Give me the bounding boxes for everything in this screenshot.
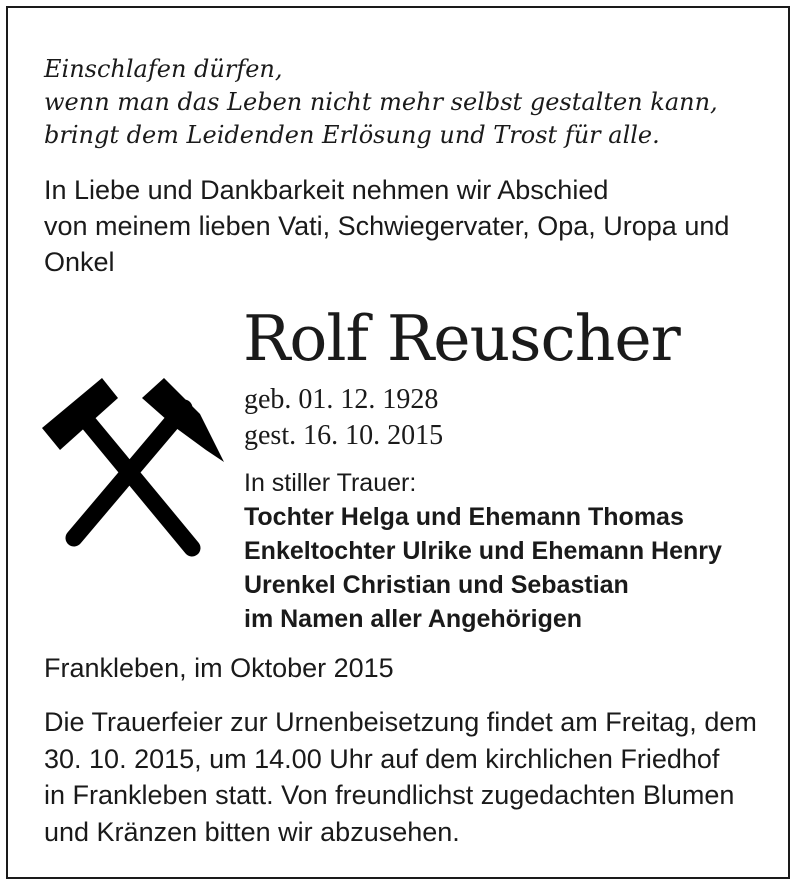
death-date: gest. 16. 10. 2015: [244, 420, 444, 451]
intro-line: In Liebe und Dankbarkeit nehmen wir Abschied: [44, 175, 609, 205]
poem-line: wenn man das Leben nicht mehr selbst gestalten kann,: [44, 88, 718, 116]
mourners-block: [244, 466, 722, 636]
hammer-and-pick-icon: [34, 370, 234, 560]
mourner-name: Tochter Helga und Ehemann Thomas: [244, 503, 684, 531]
funeral-notice: [44, 704, 764, 850]
intro-line: von meinem lieben Vati, Schwiegervater, Opa, Uropa und: [44, 211, 730, 241]
notice-line: 30. 10. 2015, um 14.00 Uhr auf dem kirchlichen Friedhof: [44, 743, 720, 774]
notice-line: in Frankleben statt. Von freundlichst zugedachten Blumen: [44, 780, 735, 810]
mourner-name: Urenkel Christian und Sebastian: [244, 571, 629, 599]
intro-text: [44, 172, 764, 280]
life-dates: [244, 382, 443, 454]
birth-date: geb. 01. 12. 1928: [244, 384, 439, 415]
poem: [44, 53, 718, 152]
poem-line: Einschlafen dürfen,: [44, 55, 283, 83]
mourners-heading: In stiller Trauer:: [244, 469, 417, 497]
intro-line: Onkel: [44, 247, 115, 277]
mourner-name: im Namen aller Angehörigen: [244, 605, 583, 633]
poem-line: bringt dem Leidenden Erlösung und Trost für alle.: [44, 121, 660, 149]
deceased-name: Rolf Reuscher: [243, 302, 680, 375]
mourner-name: Enkeltochter Ulrike und Ehemann Henry: [244, 537, 722, 565]
place-date: Frankleben, im Oktober 2015: [44, 653, 394, 683]
notice-line: Die Trauerfeier zur Urnenbeisetzung findet am Freitag, dem: [44, 707, 757, 737]
notice-line: und Kränzen bitten wir abzusehen.: [44, 816, 460, 847]
